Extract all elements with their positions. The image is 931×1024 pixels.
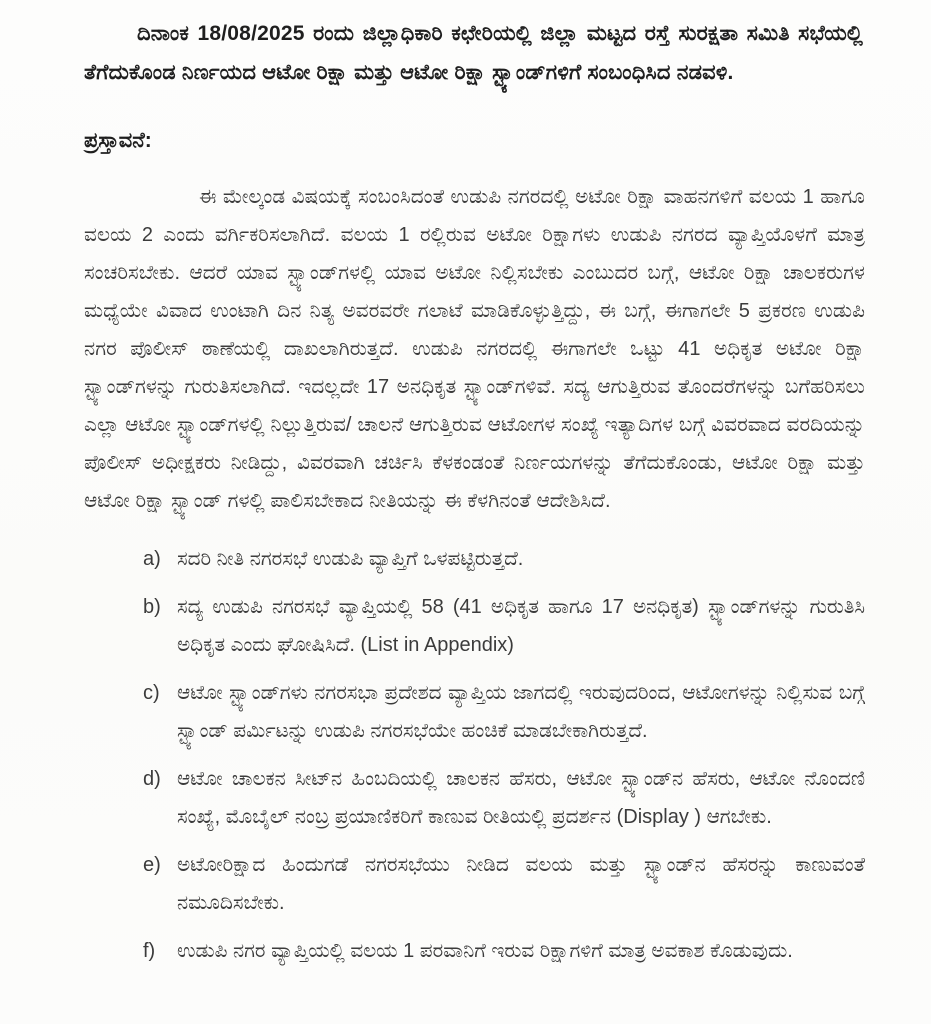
decision-list [84,540,865,970]
section-heading-prastavane: ಪ್ರಸ್ತಾವನೆ: [84,129,152,152]
decision-label-c: c) [143,682,160,704]
decision-item-d [143,760,865,836]
decision-item-e [143,846,865,922]
decision-text-e: ಅಟೋರಿಕ್ಷಾದ ಹಿಂದುಗಡೆ ನಗರಸಭೆಯು ನೀಡಿದ ವಲಯ ಮತ್ತು ಸ್ಟ್ಯಾಂಡ್‌ನ ಹೆಸರನ್ನು ಕಾಣುವಂತೆ ನಮೂದಿಸಬೇಕು. [177,854,865,914]
decision-text-a: ಸದರಿ ನೀತಿ ನಗರಸಭೆ ಉಡುಪಿ ವ್ಯಾಪ್ತಿಗೆ ಒಳಪಟ್ಟಿರುತ್ತದೆ. [177,548,524,570]
decision-item-a [143,540,865,578]
decision-label-d: d) [143,768,161,790]
document-title: ದಿನಾಂಕ 18/08/2025 ರಂದು ಜಿಲ್ಲಾಧಿಕಾರಿ ಕಛೇರಿಯಲ್ಲಿ ಜಿಲ್ಲಾ ಮಟ್ಟದ ರಸ್ತೆ ಸುರಕ್ಷತಾ ಸಮಿತಿ ಸಭೆಯಲ್ಲಿ ತೆಗೆದುಕೊಂಡ ನಿರ್ಣಯದ ಆಟೋ ರಿಕ್ಷಾ ಮತ್ತು ಆಟೋ ರಿಕ್ಷಾ ಸ್ಟ್ಯಾಂಡ್‌ಗಳಿಗೆ ಸಂಬಂಧಿಸಿದ ನಡವಳಿ. [84,22,863,84]
decision-text-d: ಆಟೋ ಚಾಲಕನ ಸೀಟ್‌ನ ಹಿಂಬದಿಯಲ್ಲಿ ಚಾಲಕನ ಹೆಸರು, ಆಟೋ ಸ್ಟ್ಯಾಂಡ್‌ನ ಹೆಸರು, ಆಟೋ ನೊಂದಣಿ ಸಂಖ್ಯೆ, ಮೊಬೈಲ್ ನಂಬ್ರ ಪ್ರಯಾಣಿಕರಿಗೆ ಕಾಣುವ ರೀತಿಯಲ್ಲಿ ಪ್ರದರ್ಶನ (Display ) ಆಗಬೇಕು. [177,768,865,828]
decision-item-c [143,674,865,750]
decision-text-f: ಉಡುಪಿ ನಗರ ವ್ಯಾಪ್ತಿಯಲ್ಲಿ ವಲಯ 1 ಪರವಾನಿಗೆ ಇರುವ ರಿಕ್ಷಾಗಳಿಗೆ ಮಾತ್ರ ಅವಕಾಶ ಕೊಡುವುದು. [177,940,793,962]
decision-item-b [143,588,865,664]
decision-text-c: ಆಟೋ ಸ್ಟ್ಯಾಂಡ್‌ಗಳು ನಗರಸಭಾ ಪ್ರದೇಶದ ವ್ಯಾಪ್ತಿಯ ಜಾಗದಲ್ಲಿ ಇರುವುದರಿಂದ, ಆಟೋಗಳನ್ನು ನಿಲ್ಲಿಸುವ ಬಗ್ಗೆ ಸ್ಟ್ಯಾಂಡ್ ಪರ್ಮಿಟನ್ನು ಉಡುಪಿ ನಗರಸಭೆಯೇ ಹಂಚಿಕೆ ಮಾಡಬೇಕಾಗಿರುತ್ತದೆ. [177,682,865,742]
decision-label-f: f) [143,940,156,962]
decision-item-f [143,932,865,970]
decision-label-b: b) [143,596,161,618]
intro-paragraph: ಈ ಮೇಲ್ಕಂಡ ವಿಷಯಕ್ಕೆ ಸಂಬಂಸಿದಂತೆ ಉಡುಪಿ ನಗರದಲ್ಲಿ ಅಟೋ ರಿಕ್ಷಾ ವಾಹನಗಳಿಗೆ ವಲಯ 1 ಹಾಗೂ ವಲಯ 2 ಎಂದು ವರ್ಗಿಕರಿಸಲಾಗಿದೆ. ವಲಯ 1 ರಲ್ಲಿರುವ ಅಟೋ ರಿಕ್ಷಾಗಳು ಉಡುಪಿ ನಗರದ ವ್ಯಾಪ್ತಿಯೊಳಗೆ ಮಾತ್ರ ಸಂಚರಿಸಬೇಕು. ಆದರೆ ಯಾವ ಸ್ಟ್ಯಾಂಡ್‌ಗಳಲ್ಲಿ ಯಾವ ಅಟೋ ನಿಲ್ಲಿಸಬೇಕು ಎಂಬುದರ ಬಗ್ಗೆ, ಆಟೋ ರಿಕ್ಷಾ ಚಾಲಕರುಗಳ ಮಧ್ಯೆಯೇ ವಿವಾದ ಉಂಟಾಗಿ ದಿನ ನಿತ್ಯ ಅವರವರೇ ಗಲಾಟೆ ಮಾಡಿಕೊಳ್ಳುತ್ತಿದ್ದು, ಈ ಬಗ್ಗೆ, ಈಗಾಗಲೇ 5 ಪ್ರಕರಣ ಉಡುಪಿ ನಗರ ಪೊಲೀಸ್ ಠಾಣೆಯಲ್ಲಿ ದಾಖಲಾಗಿರುತ್ತದೆ. ಉಡುಪಿ ನಗರದಲ್ಲಿ ಈಗಾಗಲೇ ಒಟ್ಟು 41 ಅಧಿಕೃತ ಅಟೋ ರಿಕ್ಷಾ ಸ್ಟ್ಯಾಂಡ್‌ಗಳನ್ನು ಗುರುತಿಸಲಾಗಿದೆ. ಇದಲ್ಲದೇ 17 ಅನಧಿಕೃತ ಸ್ಟ್ಯಾಂಡ್‌ಗಳಿವೆ. ಸದ್ಯ ಆಗುತ್ತಿರುವ ತೊಂದರೆಗಳನ್ನು ಬಗೆಹರಿಸಲು ಎಲ್ಲಾ ಆಟೋ ಸ್ಟ್ಯಾಂಡ್‌ಗಳಲ್ಲಿ ನಿಲ್ಲುತ್ತಿರುವ/ ಚಾಲನೆ ಆಗುತ್ತಿರುವ ಆಟೋಗಳ ಸಂಖ್ಯೆ ಇತ್ಯಾದಿಗಳ ಬಗ್ಗೆ ವಿವರವಾದ ವರದಿಯನ್ನು ಪೊಲೀಸ್ ಅಧೀಕ್ಷಕರು ನೀಡಿದ್ದು, ವಿವರವಾಗಿ ಚರ್ಚಿಸಿ ಕೆಳಕಂಡಂತೆ ನಿರ್ಣಯಗಳನ್ನು ತೆಗೆದುಕೊಂಡು, ಆಟೋ ರಿಕ್ಷಾ ಮತ್ತು ಆಟೋ ರಿಕ್ಷಾ ಸ್ಟ್ಯಾಂಡ್ ಗಳಲ್ಲಿ ಪಾಲಿಸಬೇಕಾದ ನೀತಿಯನ್ನು ಈ ಕೆಳಗಿನಂತೆ ಆದೇಶಿಸಿದೆ. [84,186,865,512]
decision-label-a: a) [143,548,161,570]
decision-text-b: ಸದ್ಯ ಉಡುಪಿ ನಗರಸಭೆ ವ್ಯಾಪ್ತಿಯಲ್ಲಿ 58 (41 ಅಧಿಕೃತ ಹಾಗೂ 17 ಅನಧಿಕೃತ) ಸ್ಟ್ಯಾಂಡ್‌ಗಳನ್ನು ಗುರುತಿಸಿ ಅಧಿಕೃತ ಎಂದು ಘೋಷಿಸಿದೆ. (List in Appendix) [177,596,865,656]
decision-label-e: e) [143,854,161,876]
